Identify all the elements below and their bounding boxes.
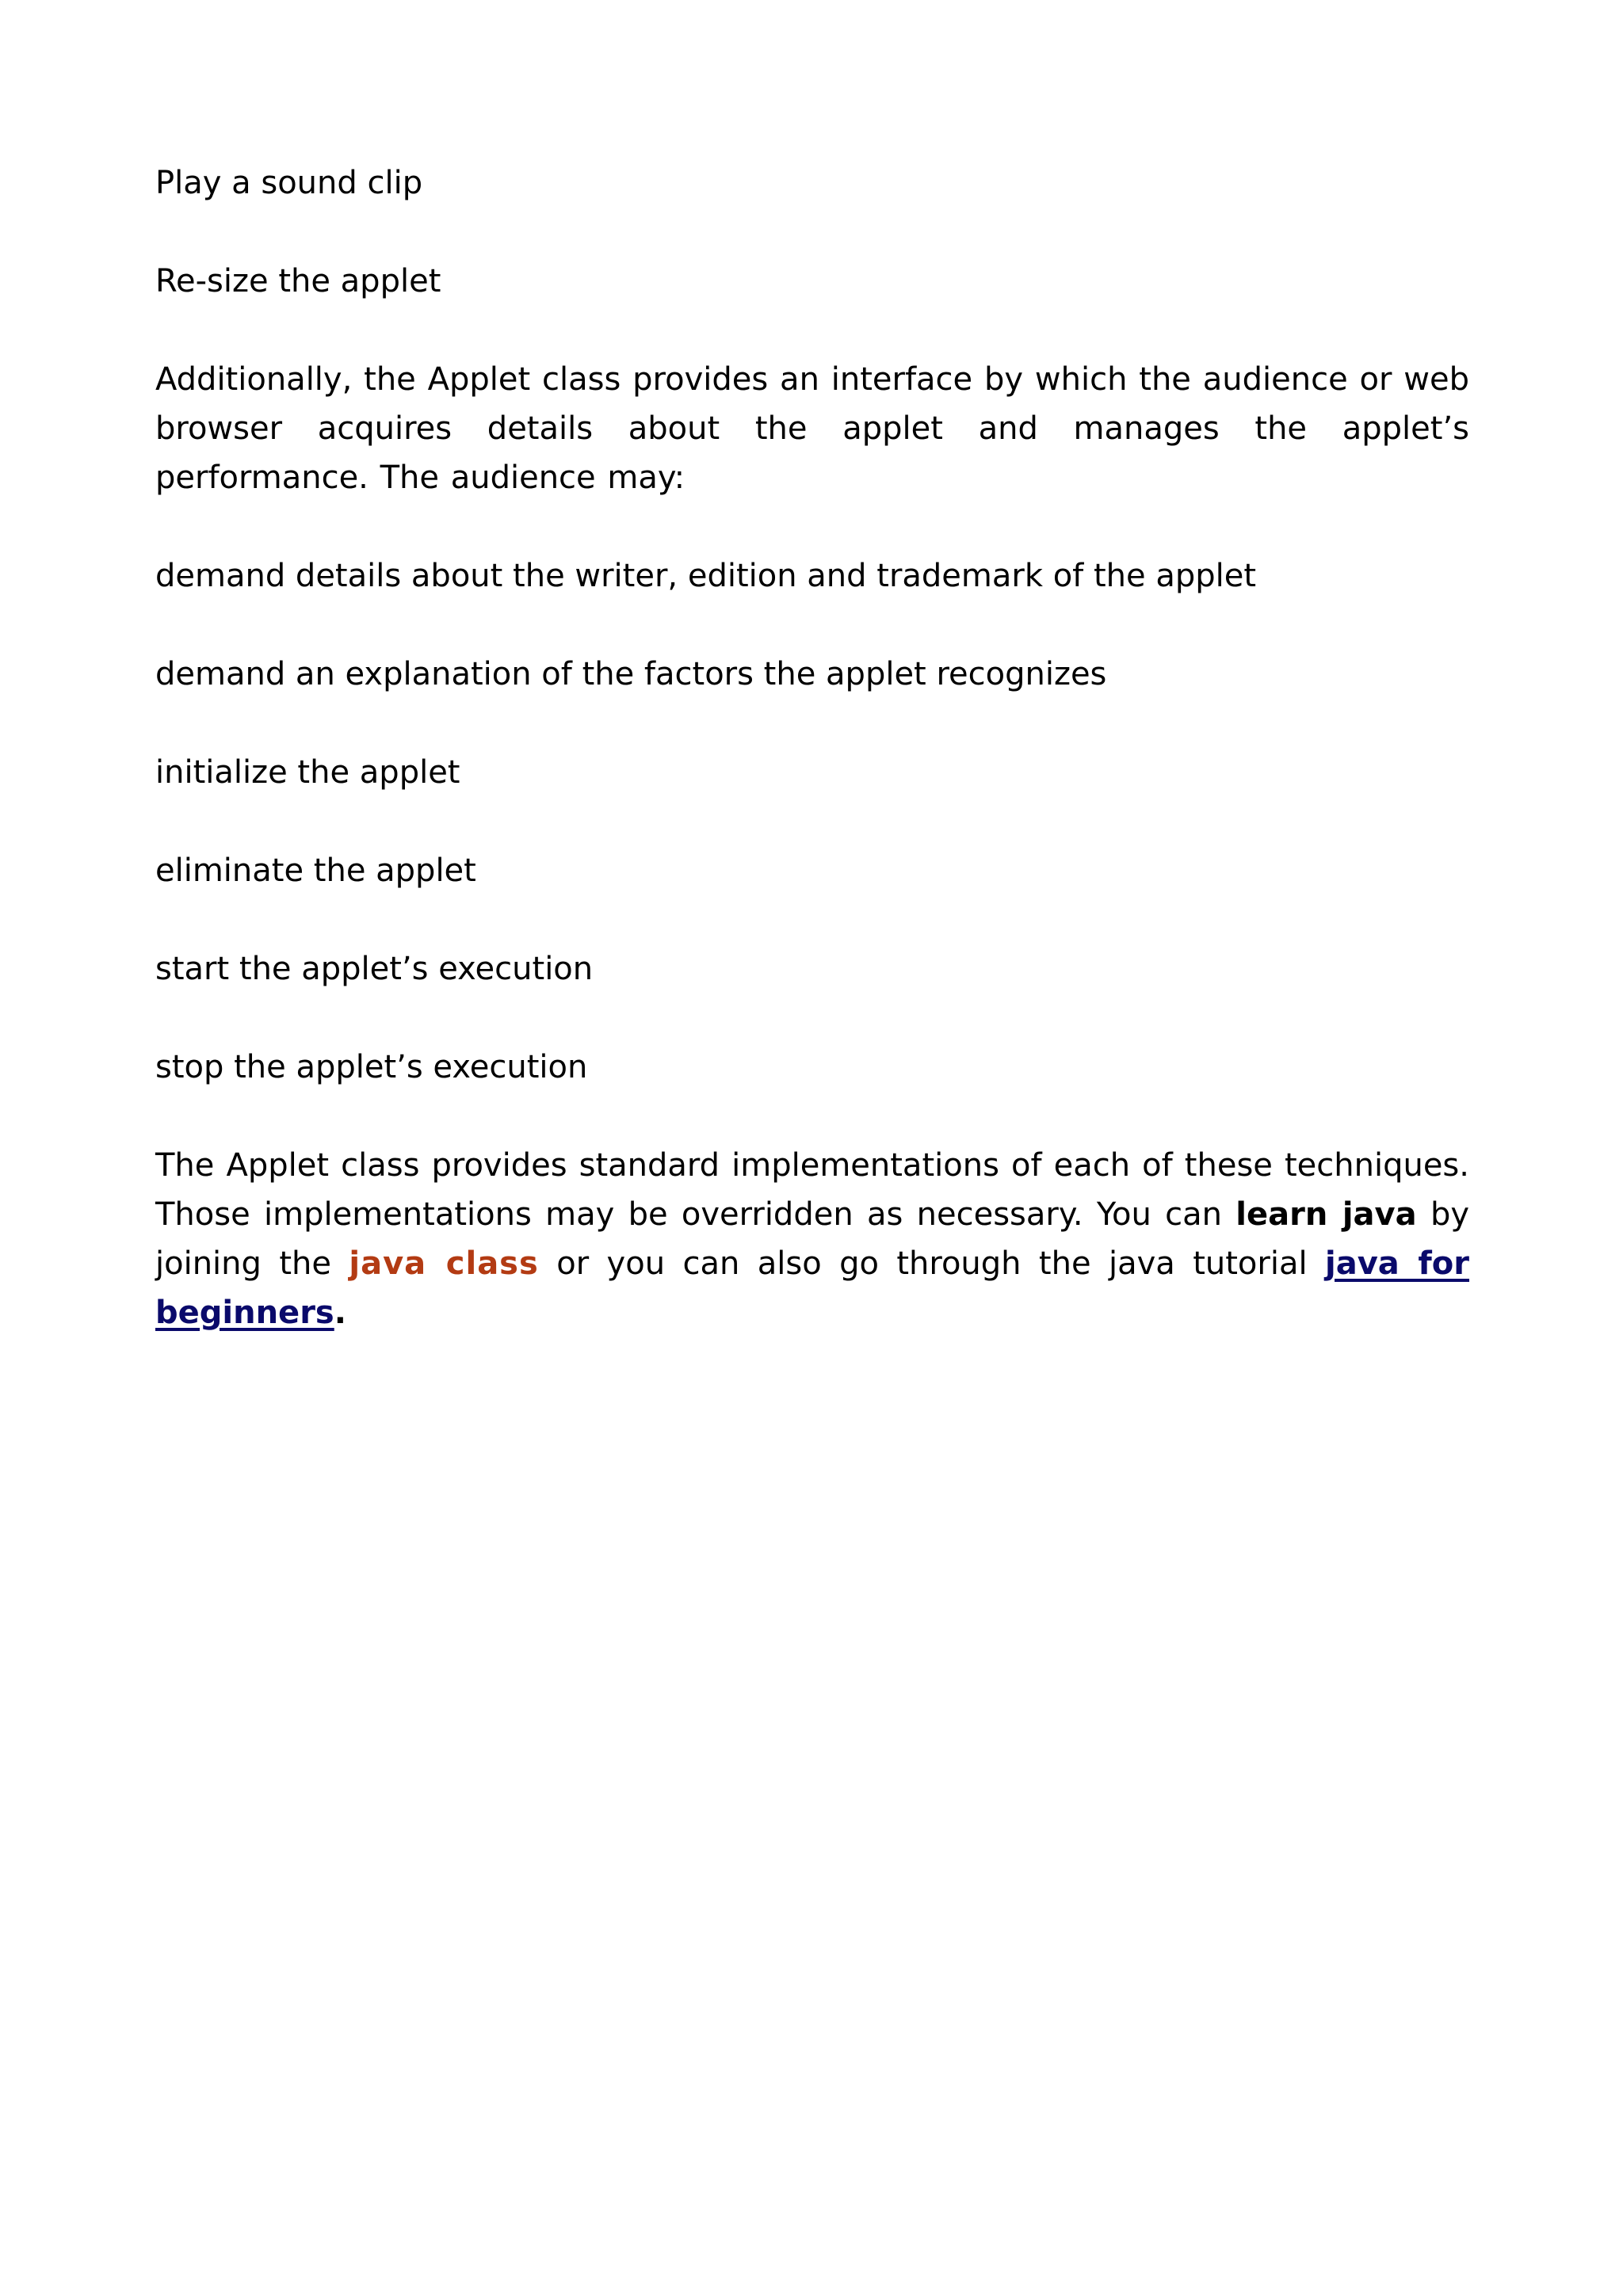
list-item: stop the applet’s execution xyxy=(155,1049,588,1085)
closing-paragraph xyxy=(155,1141,1469,1337)
closing-text-2: by joining the xyxy=(155,1196,1470,1282)
document-body xyxy=(155,158,1469,1386)
java-class-highlight: java class xyxy=(349,1245,539,1282)
list-item: demand details about the writer, edition and trademark of the applet xyxy=(155,558,1257,594)
line-play-sound-clip: Play a sound clip xyxy=(155,165,423,201)
closing-text-1: The Applet class provides standard implementations of each of these techniques. Those implementations may be overridden as necessary. You can xyxy=(155,1147,1469,1233)
closing-text-3: or you can also go through the java tutorial xyxy=(538,1245,1325,1282)
java-for-beginners-link[interactable]: java for beginners xyxy=(155,1245,1470,1331)
learn-java-bold: learn java xyxy=(1235,1196,1417,1233)
closing-period: . xyxy=(334,1295,346,1331)
list-item: start the applet’s execution xyxy=(155,951,594,987)
list-item: eliminate the applet xyxy=(155,852,476,889)
list-item: initialize the applet xyxy=(155,754,460,791)
list-item: demand an explanation of the factors the applet recognizes xyxy=(155,656,1107,692)
line-resize-applet: Re-size the applet xyxy=(155,263,441,299)
intro-paragraph: Additionally, the Applet class provides an interface by which the audience or web browser acquires details about the applet and manages the applet’s performance. The audience may: xyxy=(155,361,1469,496)
